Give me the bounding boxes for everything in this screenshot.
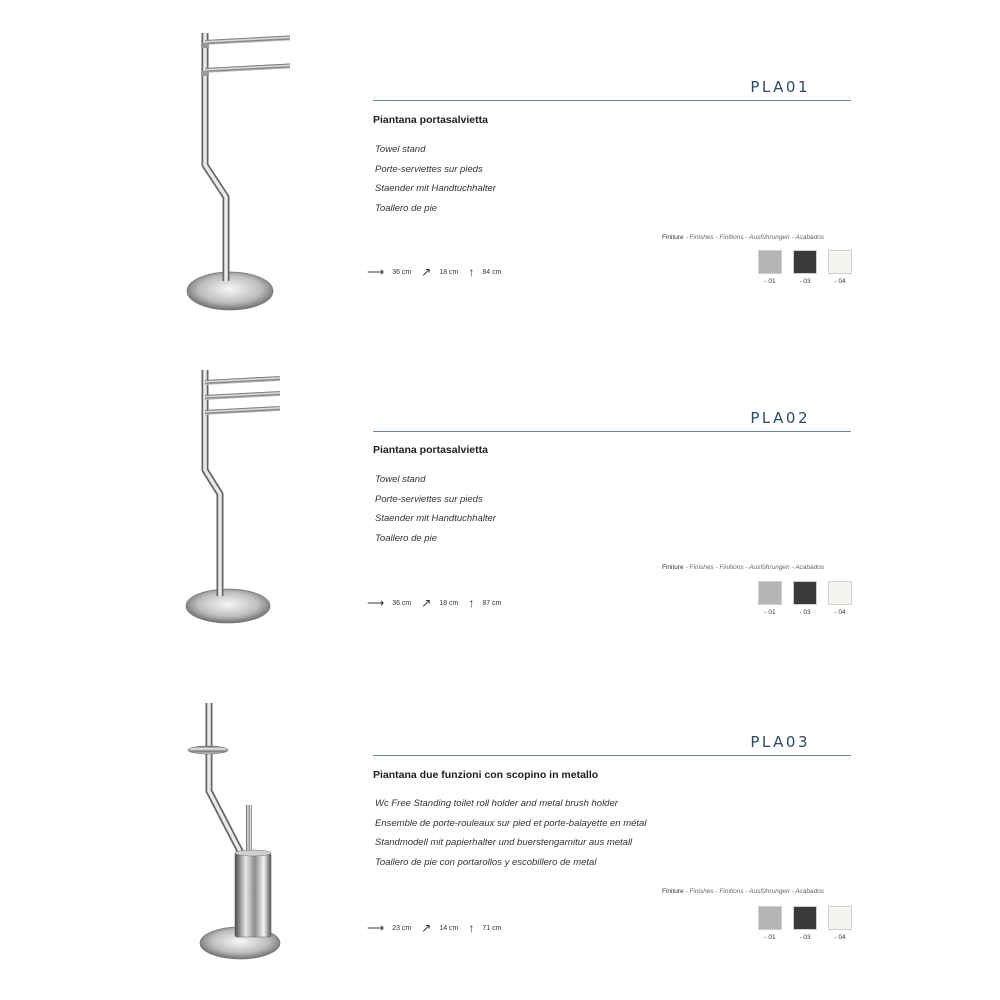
- arrow-up-icon: ↑: [468, 921, 475, 935]
- swatch-code: - 03: [799, 609, 811, 616]
- dimension-depth: 18 cm: [439, 268, 459, 276]
- swatch-color: [758, 250, 782, 274]
- arrow-diagonal-icon: ↗: [421, 921, 432, 935]
- arrow-right-icon: ⟶: [367, 265, 385, 279]
- translations-list: [375, 140, 496, 218]
- towel-stand-image: [180, 362, 290, 627]
- translation-de: Staender mit Handtuchhalter: [375, 183, 496, 194]
- swatch-code: - 01: [764, 609, 776, 616]
- product-title: Piantana portasalvietta: [373, 444, 488, 456]
- swatch-code: - 04: [834, 609, 846, 616]
- translation-es: Toallero de pie: [375, 532, 437, 544]
- dimensions-row: [367, 921, 501, 935]
- swatch-code: - 03: [799, 278, 811, 285]
- swatch-code: - 04: [834, 934, 846, 941]
- product-code: PLA01: [750, 78, 810, 96]
- product-title: Piantana portasalvietta: [373, 114, 488, 126]
- swatch-color: [758, 581, 782, 605]
- translation-de: Staender mit Handtuchhalter: [375, 513, 496, 524]
- towel-stand-image: [180, 25, 290, 315]
- dimension-height: 84 cm: [482, 268, 502, 276]
- translations-list: [375, 794, 646, 872]
- translations-list: [375, 470, 496, 548]
- dimensions-row: [367, 596, 501, 610]
- swatch-color: [793, 250, 817, 274]
- product-code: PLA03: [750, 733, 810, 751]
- translation-en: Wc Free Standing toilet roll holder and metal brush holder: [375, 798, 618, 809]
- swatch-color: [828, 906, 852, 930]
- translation-fr: Porte-serviettes sur pieds: [375, 163, 483, 175]
- arrow-up-icon: ↑: [468, 596, 475, 610]
- dimension-length: 23 cm: [392, 924, 412, 932]
- translation-es: Toallero de pie con portarollos y escobillero de metal: [375, 856, 597, 868]
- finish-swatches: [758, 581, 863, 616]
- finish-swatch: [758, 906, 782, 941]
- swatch-color: [758, 906, 782, 930]
- dimension-depth: 14 cm: [439, 924, 459, 932]
- finishes-label: Finiture - Finishes - Finitions - Ausführungen - Acabados: [662, 234, 825, 241]
- finish-swatch: [828, 581, 852, 616]
- translation-de: Standmodell mit papierhalter und buerstengarnitur aus metall: [375, 837, 633, 848]
- arrow-diagonal-icon: ↗: [421, 265, 432, 279]
- dimension-height: 71 cm: [482, 924, 502, 932]
- finish-swatch: [793, 250, 817, 285]
- translation-fr: Ensemble de porte-rouleaux sur pied et porte-balayette en métal: [375, 817, 647, 829]
- arrow-right-icon: ⟶: [367, 921, 385, 935]
- translation-es: Toallero de pie: [375, 202, 437, 214]
- finish-swatch: [793, 906, 817, 941]
- finishes-label: Finiture - Finishes - Finitions - Ausführungen - Acabados: [662, 564, 825, 571]
- product-title: Piantana due funzioni con scopino in metallo: [373, 769, 599, 781]
- translation-fr: Porte-serviettes sur pieds: [375, 493, 483, 505]
- arrow-up-icon: ↑: [468, 265, 475, 279]
- finish-swatch: [758, 581, 782, 616]
- finish-swatches: [758, 906, 863, 941]
- product-code: PLA02: [750, 409, 810, 427]
- finish-swatch: [758, 250, 782, 285]
- arrow-right-icon: ⟶: [367, 596, 385, 610]
- divider-line: [373, 755, 851, 756]
- divider-line: [373, 100, 851, 101]
- swatch-code: - 01: [764, 934, 776, 941]
- dimension-length: 36 cm: [392, 599, 412, 607]
- dimensions-row: [367, 265, 501, 279]
- finish-swatch: [828, 250, 852, 285]
- dimension-depth: 18 cm: [439, 599, 459, 607]
- swatch-color: [828, 250, 852, 274]
- dimension-length: 36 cm: [392, 268, 412, 276]
- swatch-color: [793, 906, 817, 930]
- finish-swatch: [828, 906, 852, 941]
- divider-line: [373, 431, 851, 432]
- swatch-code: - 03: [799, 934, 811, 941]
- finish-swatch: [793, 581, 817, 616]
- swatch-code: - 04: [834, 278, 846, 285]
- swatch-color: [793, 581, 817, 605]
- toilet-stand-image: [180, 695, 290, 965]
- dimension-height: 87 cm: [482, 599, 502, 607]
- translation-en: Towel stand: [375, 474, 426, 485]
- arrow-diagonal-icon: ↗: [421, 596, 432, 610]
- finish-swatches: [758, 250, 863, 285]
- finishes-label: Finiture - Finishes - Finitions - Ausführungen - Acabados: [662, 888, 825, 895]
- swatch-color: [828, 581, 852, 605]
- swatch-code: - 01: [764, 278, 776, 285]
- translation-en: Towel stand: [375, 144, 426, 155]
